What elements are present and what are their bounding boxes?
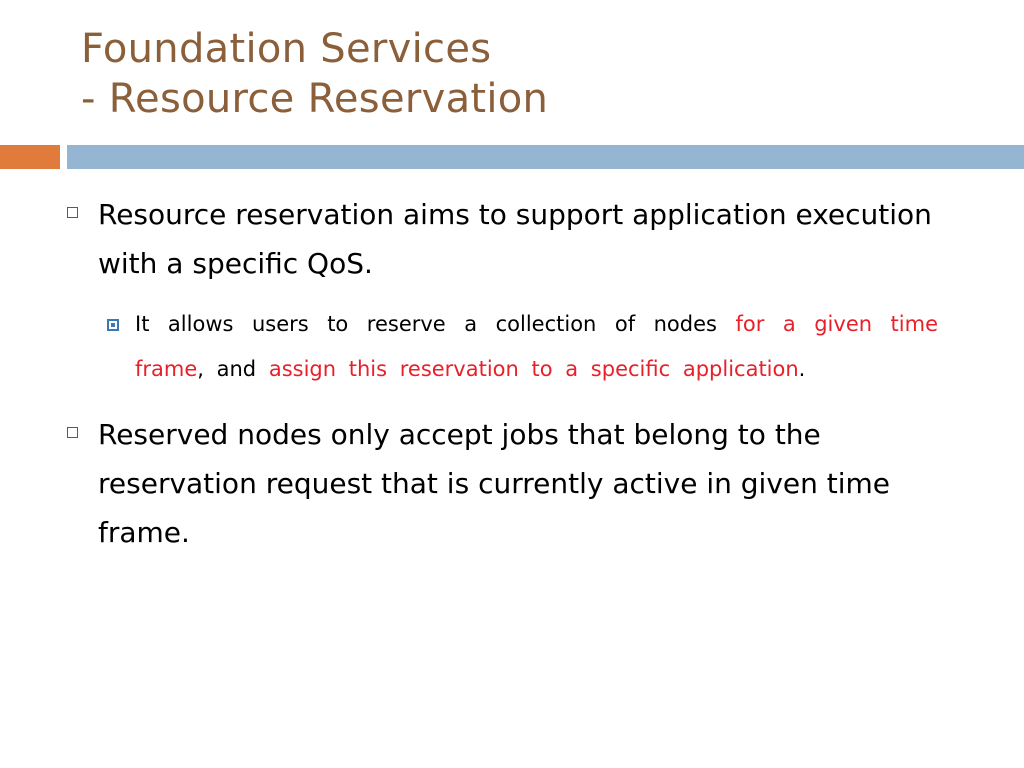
hollow-square-bullet-icon [67, 207, 78, 218]
bullet-text-2: Reserved nodes only accept jobs that belong to the reservation request that is currently active in given time frame. [98, 418, 891, 549]
sub-bullet-highlight-1: for a given time frame [135, 312, 938, 381]
bullet-text-1: Resource reservation aims to support application execution with a specific QoS. [98, 198, 932, 280]
sub-bullet-text-part2: , and [197, 357, 269, 381]
sub-bullet-item-1 [135, 302, 938, 392]
bullet-item-2 [0, 410, 1024, 557]
bullet-item-1 [0, 190, 1024, 288]
slide-title [81, 24, 548, 124]
sub-bullet-text-part3: . [798, 357, 806, 381]
sub-bullet-text-part1: It allows users to reserve a collection of nodes [135, 312, 736, 336]
slide-body [0, 190, 1024, 557]
slide-title-line2: - Resource Reservation [81, 76, 549, 122]
slide-title-line1: Foundation Services [81, 26, 492, 72]
sub-bullet-highlight-2: assign this reservation to a specific application [268, 357, 799, 381]
header-bar [67, 145, 1024, 169]
hollow-square-bullet-icon [67, 427, 78, 438]
accent-bar [0, 145, 60, 169]
filled-square-bullet-icon [107, 319, 119, 331]
